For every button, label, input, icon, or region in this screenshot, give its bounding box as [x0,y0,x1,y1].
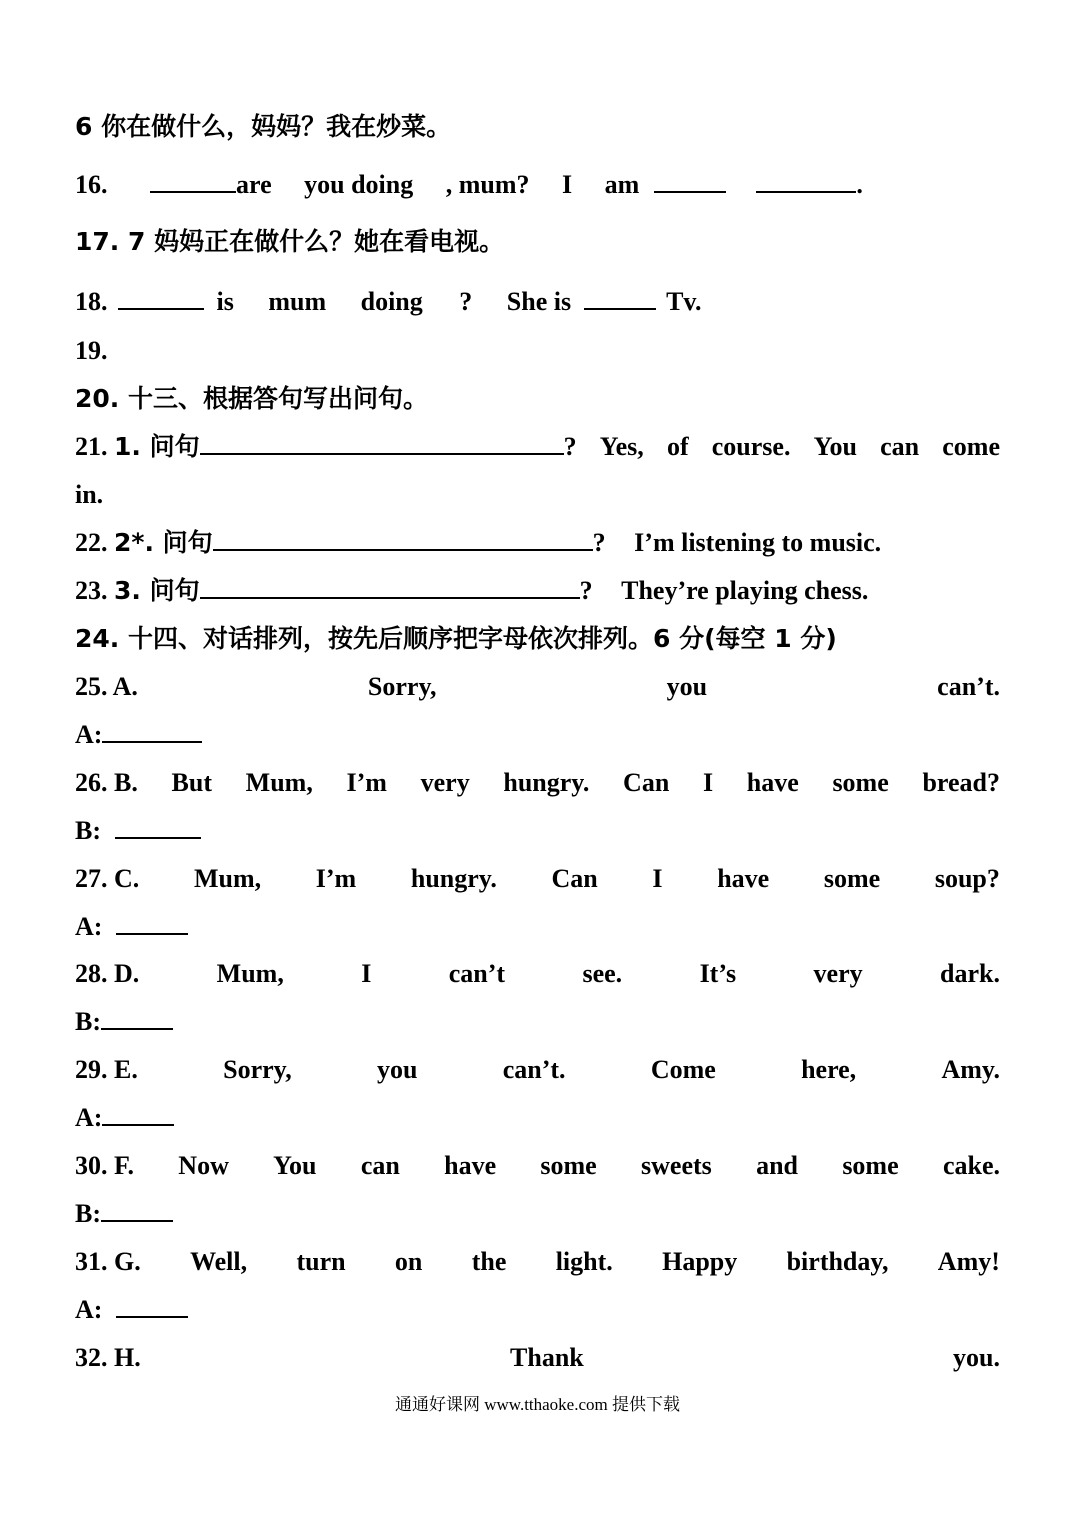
line-24: 24. 十四、对话排列，按先后顺序把字母依次排列。6 分(每空 1 分) [75,624,837,653]
word: can [360,1151,400,1180]
question-label: 2*. 问句 [114,528,213,557]
word: the [471,1247,507,1276]
word: here, [801,1055,857,1084]
line-23 [75,574,1000,608]
question-label: 1. 问句 [114,432,200,461]
line-29-speaker [75,1101,1000,1135]
word: Yes, [599,432,644,461]
line-27 [75,862,1000,896]
answer-blank[interactable] [150,169,236,193]
word: 26. B. [75,768,138,797]
word: are [236,170,272,199]
line-number: 23. [75,576,108,605]
word: can [880,432,920,461]
word: Amy. [941,1055,1000,1084]
line-26 [75,766,1000,800]
word: I [702,768,714,797]
word: some [540,1151,597,1180]
word: have [717,864,770,893]
word: Happy [662,1247,738,1276]
question-label: 3. 问句 [114,576,200,605]
line-19: 19. [75,336,108,365]
word: of [666,432,689,461]
word: bread? [922,768,1000,797]
word: Sorry, [223,1055,292,1084]
word: It’s [699,959,737,988]
word: Can [623,768,670,797]
word: very [813,959,863,988]
word: ? [592,528,606,557]
word: Mum, [245,768,313,797]
word: soup? [934,864,1000,893]
word: ? [579,576,593,605]
word: Come [650,1055,716,1084]
line-number: 16. [75,170,108,199]
word: Tv. [666,287,702,316]
answer-blank[interactable] [101,1198,173,1222]
answer-blank[interactable] [200,431,564,455]
answer-blank[interactable] [584,286,656,310]
line-28 [75,957,1000,991]
word: Sorry, [367,672,437,701]
line-28-speaker [75,1005,1000,1039]
word: , mum? [445,170,530,199]
word: ? [563,432,577,461]
line-17: 17. 7 妈妈正在做什么？她在看电视。 [75,227,505,256]
line-number: 22. [75,528,108,557]
word: come [942,432,1000,461]
word: Now [178,1151,229,1180]
line-29 [75,1053,1000,1087]
word: you doing [304,170,414,199]
line-25-speaker [75,718,1000,752]
word: dark. [940,959,1000,988]
line-16 [75,168,1000,202]
word: mum [268,287,327,316]
word: some [823,864,881,893]
speaker-label: B: [75,1007,101,1036]
word: 29. E. [75,1055,138,1084]
line-26-speaker [75,814,1000,848]
answer-blank[interactable] [118,286,204,310]
word: can’t. [937,672,1000,701]
answer-blank[interactable] [213,527,593,551]
word: 32. H. [75,1343,141,1372]
word: is [216,287,234,316]
speaker-label: B: [75,816,101,845]
word: some [832,768,889,797]
line-20: 20. 十三、根据答句写出问句。 [75,384,428,413]
word: course. [711,432,791,461]
line-30-speaker [75,1197,1000,1231]
word: 30. F. [75,1151,134,1180]
speaker-label: A: [75,720,103,749]
word: Amy! [937,1247,1000,1276]
word: can’t [448,959,506,988]
word: ? [459,287,473,316]
footer-credit: 通通好课网 www.tthaoke.com 提供下载 [394,1395,681,1414]
word: and [756,1151,799,1180]
word: Thank [510,1343,584,1372]
line-31 [75,1245,1000,1279]
answer-text: They’re playing chess. [621,576,869,605]
word: see. [582,959,623,988]
word: doing [360,287,423,316]
word: have [444,1151,497,1180]
word: birthday, [786,1247,889,1276]
line-18 [75,285,1000,319]
answer-blank[interactable] [116,1294,188,1318]
line-6: 6 你在做什么，妈妈？我在炒菜。 [75,112,452,141]
word: sweets [641,1151,712,1180]
answer-blank[interactable] [756,169,856,193]
answer-blank[interactable] [115,815,201,839]
answer-blank[interactable] [200,575,580,599]
word: have [746,768,799,797]
line-31-speaker [75,1293,1000,1327]
answer-blank[interactable] [101,1006,173,1030]
word: 31. G. [75,1247,141,1276]
word: some [842,1151,899,1180]
line-number: 21. [75,432,108,461]
word: you [666,672,708,701]
word: 28. D. [75,959,140,988]
line-25 [75,670,1000,704]
word: I [652,864,663,893]
line-30 [75,1149,1000,1183]
word: You [813,432,857,461]
speaker-label: A: [75,1103,103,1132]
line-number: 18. [75,287,108,316]
line-21 [75,430,1000,464]
word: Mum, [216,959,284,988]
word: you [376,1055,418,1084]
word: Can [551,864,598,893]
word: I’m [346,768,387,797]
word: hungry. [503,768,590,797]
answer-blank[interactable] [654,169,726,193]
word: am [604,170,640,199]
word: 27. C. [75,864,140,893]
word: you. [953,1343,1000,1372]
word: . [856,170,863,199]
word: light. [555,1247,613,1276]
word: 25. A. [75,672,138,701]
word: very [420,768,470,797]
word: She is [506,287,572,316]
line-21-cont: in. [75,480,104,509]
word: on [394,1247,423,1276]
word: I’m [315,864,357,893]
word: But [171,768,212,797]
answer-blank[interactable] [102,1102,174,1126]
line-22 [75,526,1000,560]
word: Well, [190,1247,248,1276]
answer-blank[interactable] [102,719,202,743]
speaker-label: A: [75,1295,103,1324]
word: Mum, [193,864,262,893]
word: You [273,1151,317,1180]
answer-blank[interactable] [116,911,188,935]
word: I [361,959,372,988]
answer-text: I’m listening to music. [634,528,882,557]
word: I [562,170,573,199]
speaker-label: A: [75,912,103,941]
word: hungry. [410,864,497,893]
word: turn [296,1247,346,1276]
line-32 [75,1341,1000,1375]
word: can’t. [502,1055,566,1084]
line-27-speaker [75,910,1000,944]
speaker-label: B: [75,1199,101,1228]
word: cake. [942,1151,1000,1180]
